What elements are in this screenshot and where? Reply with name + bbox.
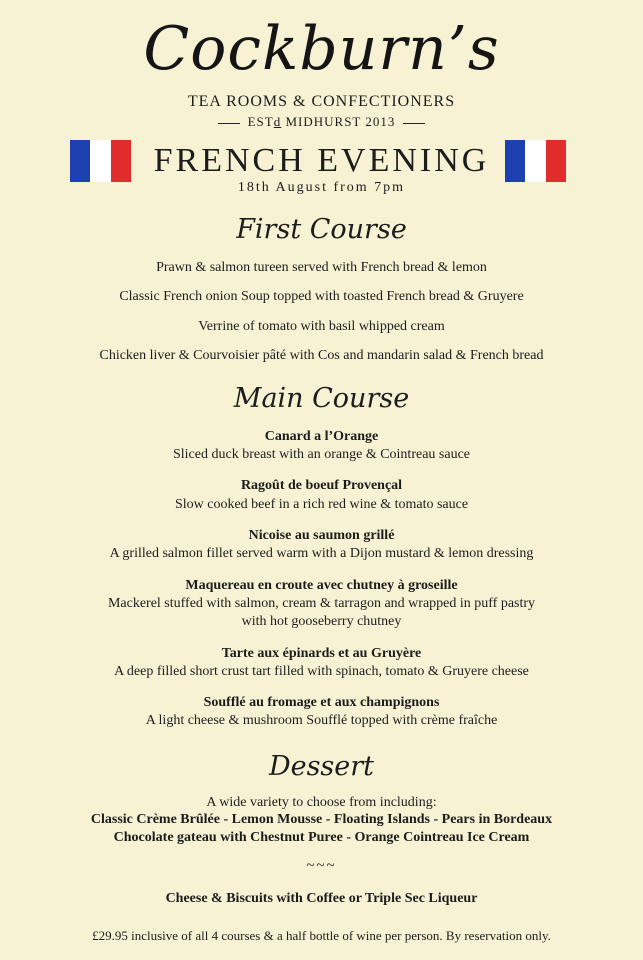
dessert-list-line: Classic Crème Brûlée - Lemon Mousse - Floating Islands - Pears in Bordeaux [90, 812, 553, 827]
first-course-item: Verrine of tomato with basil whipped cream [198, 319, 445, 334]
estd-suffix: d [273, 114, 282, 129]
main-dish-desc: A deep filled short crust tart filled with spinach, tomato & Gruyere cheese [114, 664, 529, 679]
brand-logo: Cockburn’s [143, 14, 500, 84]
dessert-heading: Dessert [268, 751, 375, 782]
event-date: 18th August from 7pm [237, 180, 406, 195]
divider-rule-right [403, 123, 425, 124]
dessert-intro: A wide variety to choose from including: [206, 795, 437, 810]
first-course-item: Chicken liver & Courvoisier pâté with Cos and mandarin salad & French bread [99, 348, 544, 363]
main-dish-desc: Mackerel stuffed with salmon, cream & tarragon and wrapped in puff pastry [107, 596, 536, 611]
main-dish-name: Maquereau en croute avec chutney à groseille [185, 578, 458, 593]
first-course-item: Classic French onion Soup topped with toasted French bread & Gruyere [119, 289, 524, 304]
main-dish-desc: Slow cooked beef in a rich red wine & tomato sauce [174, 497, 469, 512]
main-course-heading: Main Course [233, 383, 410, 414]
first-course-item: Prawn & salmon tureen served with French bread & lemon [156, 260, 487, 275]
main-dish-desc: Sliced duck breast with an orange & Cointreau sauce [172, 447, 470, 462]
cheese-course: Cheese & Biscuits with Coffee or Triple Sec Liqueur [165, 891, 478, 906]
tilde-divider: ~~~ [306, 858, 337, 874]
main-dish-name: Canard a l’Orange [264, 429, 379, 444]
estd-place: MIDHURST 2013 [281, 114, 396, 129]
main-dish-name: Soufflé au fromage et aux champignons [203, 695, 440, 710]
event-title: FRENCH EVENING [153, 142, 490, 179]
estd-prefix: EST [247, 114, 274, 129]
main-dish-desc: A light cheese & mushroom Soufflé topped with crème fraîche [145, 713, 498, 728]
main-dish-name: Ragoût de boeuf Provençal [240, 478, 403, 493]
established-line [0, 114, 643, 130]
first-course-heading: First Course [236, 214, 407, 245]
main-dish-desc: with hot gooseberry chutney [241, 614, 402, 629]
dessert-list-line: Chocolate gateau with Chestnut Puree - Orange Cointreau Ice Cream [113, 830, 530, 845]
divider-rule-left [218, 123, 240, 124]
price-note: £29.95 inclusive of all 4 courses & a half bottle of wine per person. By reservation only. [92, 928, 551, 943]
brand-subtitle: TEA ROOMS & CONFECTIONERS [187, 93, 456, 110]
main-dish-desc: A grilled salmon fillet served warm with a Dijon mustard & lemon dressing [109, 546, 534, 561]
main-dish-name: Nicoise au saumon grillé [248, 528, 395, 543]
main-dish-name: Tarte aux épinards et au Gruyère [221, 646, 422, 661]
